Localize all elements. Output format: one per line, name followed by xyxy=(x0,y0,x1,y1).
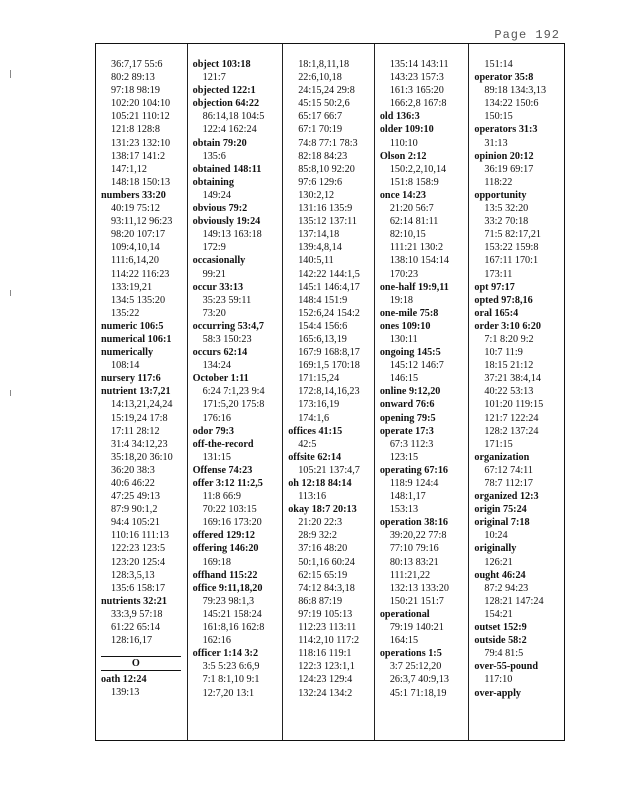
index-term: organized 12:3 xyxy=(474,491,539,503)
index-column-3 xyxy=(283,44,375,740)
index-reference: 67:3 112:3 xyxy=(389,438,434,450)
index-reference: 169:18 xyxy=(202,556,231,568)
index-term: object 103:18 xyxy=(192,59,251,70)
index-term: operate 17:3 xyxy=(379,425,434,437)
index-reference: 150:15 xyxy=(484,111,513,123)
index-term: original 7:18 xyxy=(474,517,530,529)
index-reference: 128:3,5,13 xyxy=(111,569,155,581)
index-reference: 147:1,12 xyxy=(111,163,147,175)
index-reference: 138:17 141:2 xyxy=(111,150,166,162)
index-term: ought 46:24 xyxy=(474,569,526,581)
index-reference: 113:16 xyxy=(298,491,327,503)
index-term: nutrient 13:7,21 xyxy=(101,386,171,398)
index-term: obtained 148:11 xyxy=(192,163,262,175)
index-reference: 169:16 173:20 xyxy=(202,517,262,529)
index-reference: 45:1 71:18,19 xyxy=(389,687,447,699)
index-term: numeric 106:5 xyxy=(101,320,164,332)
index-term: offering 146:20 xyxy=(192,543,259,555)
index-reference: 122:23 123:5 xyxy=(111,543,166,555)
index-term: offices 41:15 xyxy=(288,425,343,437)
index-reference: 61:22 65:14 xyxy=(111,622,160,634)
index-reference: 40:6 46:22 xyxy=(111,478,155,489)
index-reference: 11:8 66:9 xyxy=(202,491,242,503)
index-reference: 39:20,22 77:8 xyxy=(389,530,447,542)
index-reference: 80:2 89:13 xyxy=(111,72,155,84)
index-reference: 37:21 38:4,14 xyxy=(484,373,542,385)
index-term: order 3:10 6:20 xyxy=(474,320,541,332)
index-term: origin 75:24 xyxy=(474,504,527,516)
index-reference: 111:21 130:2 xyxy=(389,242,444,254)
index-reference: 13:5 32:20 xyxy=(484,203,529,215)
index-term: online 9:12,20 xyxy=(379,386,441,398)
index-term: numerically xyxy=(101,347,154,359)
index-term: occurs 62:14 xyxy=(192,347,248,359)
index-reference: 97:6 129:6 xyxy=(298,176,343,188)
index-reference: 73:20 xyxy=(202,307,226,319)
index-reference: 123:15 xyxy=(389,451,419,463)
index-reference: 79:19 140:21 xyxy=(389,622,444,634)
index-term: officer 1:14 3:2 xyxy=(192,648,259,660)
index-column-4 xyxy=(375,44,470,740)
index-reference: 105:21 110:12 xyxy=(111,111,170,123)
index-reference: 153:13 xyxy=(389,504,419,516)
index-reference: 118:9 124:4 xyxy=(389,478,439,489)
index-reference: 15:19,24 17:8 xyxy=(111,412,168,424)
index-reference: 102:20 104:10 xyxy=(111,98,171,110)
index-reference: 112:23 113:11 xyxy=(298,622,357,634)
index-reference: 164:15 xyxy=(389,635,419,647)
index-reference: 118:22 xyxy=(484,176,513,188)
index-reference: 28:9 32:2 xyxy=(298,530,337,542)
index-reference: 85:8,10 92:20 xyxy=(298,163,355,175)
index-term: offhand 115:22 xyxy=(192,569,258,581)
index-term: operation 38:16 xyxy=(379,517,449,529)
index-reference: 35:18,20 36:10 xyxy=(111,451,173,463)
index-reference: 152:6,24 154:2 xyxy=(298,307,360,319)
index-reference: 74:12 84:3,18 xyxy=(298,582,355,594)
index-reference: 135:22 xyxy=(111,307,140,319)
index-reference: 62:15 65:19 xyxy=(298,569,348,581)
index-term: offsite 62:14 xyxy=(288,451,342,463)
index-reference: 36:7,17 55:6 xyxy=(111,59,163,70)
index-term: old 136:3 xyxy=(379,111,420,123)
index-reference: 151:14 xyxy=(484,59,513,70)
index-reference: 133:19,21 xyxy=(111,281,153,293)
index-reference: 114:22 116:23 xyxy=(111,268,170,280)
index-reference: 3:7 25:12,20 xyxy=(389,661,442,673)
index-term: Olson 2:12 xyxy=(379,150,427,162)
index-reference: 167:11 170:1 xyxy=(484,255,539,267)
index-term: opening 79:5 xyxy=(379,412,436,424)
index-reference: 145:21 158:24 xyxy=(202,608,262,620)
index-term: obvious 79:2 xyxy=(192,203,248,215)
index-reference: 145:1 146:4,17 xyxy=(298,281,360,293)
index-term: operating 67:16 xyxy=(379,464,449,476)
index-reference: 110:10 xyxy=(389,137,418,149)
index-reference: 10:24 xyxy=(484,530,508,542)
index-reference: 21:20 56:7 xyxy=(389,203,434,215)
index-reference: 45:15 50:2,6 xyxy=(298,98,350,110)
index-reference: 14:13,21,24,24 xyxy=(111,399,173,411)
index-term: October 1:11 xyxy=(192,373,249,385)
index-reference: 135:6 xyxy=(202,150,226,162)
index-reference: 110:16 111:13 xyxy=(111,530,170,542)
index-column-5 xyxy=(469,44,564,740)
index-term: numerical 106:1 xyxy=(101,333,172,345)
index-reference: 22:6,10,18 xyxy=(298,72,342,84)
index-reference: 172:9 xyxy=(202,242,226,254)
index-reference: 161:3 165:20 xyxy=(389,85,444,97)
index-reference: 172:8,14,16,23 xyxy=(298,386,360,398)
index-reference: 117:10 xyxy=(484,674,513,686)
index-reference: 86:8 87:19 xyxy=(298,595,343,607)
index-reference: 89:18 134:3,13 xyxy=(484,85,547,97)
index-reference: 122:3 123:1,1 xyxy=(298,661,355,673)
index-reference: 154:4 156:6 xyxy=(298,320,348,332)
index-term: opinion 20:12 xyxy=(474,150,534,162)
index-term: operations 1:5 xyxy=(379,648,442,660)
index-reference: 171:15,24 xyxy=(298,373,340,385)
index-reference: 135:6 158:17 xyxy=(111,582,166,594)
index-reference: 121:8 128:8 xyxy=(111,124,160,136)
index-term: once 14:23 xyxy=(379,189,426,201)
index-term: ones 109:10 xyxy=(379,320,431,332)
page-number: Page 192 xyxy=(494,28,560,42)
index-term: nutrients 32:21 xyxy=(101,595,167,607)
index-reference: 86:14,18 104:5 xyxy=(202,111,265,123)
index-reference: 58:3 150:23 xyxy=(202,333,252,345)
index-term: office 9:11,18,20 xyxy=(192,582,263,594)
index-reference: 80:13 83:21 xyxy=(389,556,439,568)
index-reference: 128:16,17 xyxy=(111,635,153,647)
index-term: off-the-record xyxy=(192,438,254,450)
index-reference: 162:16 xyxy=(202,635,231,647)
index-reference: 170:23 xyxy=(389,268,419,280)
index-reference: 150:21 151:7 xyxy=(389,595,444,607)
index-reference: 111:21,22 xyxy=(389,569,431,581)
index-term: over-55-pound xyxy=(474,661,538,673)
index-reference: 33:2 70:18 xyxy=(484,216,529,228)
index-reference: 128:2 137:24 xyxy=(484,425,539,437)
index-reference: 3:5 5:23 6:6,9 xyxy=(202,661,260,673)
index-reference: 132:13 133:20 xyxy=(389,582,449,594)
index-reference: 97:18 98:19 xyxy=(111,85,160,97)
index-reference: 128:21 147:24 xyxy=(484,595,544,607)
section-letter-heading: O xyxy=(101,656,181,671)
index-reference: 19:18 xyxy=(389,294,414,306)
index-reference: 26:3,7 40:9,13 xyxy=(389,674,449,686)
index-term: opt 97:17 xyxy=(474,281,515,293)
index-term: onward 76:6 xyxy=(379,399,435,411)
index-reference: 149:24 xyxy=(202,189,231,201)
spacer xyxy=(101,647,187,653)
index-reference: 130:2,12 xyxy=(298,189,335,201)
margin-marks xyxy=(8,60,22,460)
index-reference: 21:20 22:3 xyxy=(298,517,343,529)
index-reference: 12:7,20 13:1 xyxy=(202,687,255,699)
index-term: originally xyxy=(474,543,517,555)
index-reference: 134:24 xyxy=(202,360,231,372)
index-term: one-half 19:9,11 xyxy=(379,281,449,293)
index-term: odor 79:3 xyxy=(192,425,235,437)
index-reference: 33:3,9 57:18 xyxy=(111,608,163,620)
index-term: Offense 74:23 xyxy=(192,464,253,476)
index-reference: 98:20 107:17 xyxy=(111,229,166,241)
index-reference: 101:20 119:15 xyxy=(484,399,544,411)
index-reference: 174:1,6 xyxy=(298,412,330,424)
index-reference: 99:21 xyxy=(202,268,226,280)
index-reference: 148:1,17 xyxy=(389,491,426,503)
index-reference: 131:16 135:9 xyxy=(298,203,353,215)
index-reference: 132:24 134:2 xyxy=(298,687,353,699)
index-reference: 79:23 98:1,3 xyxy=(202,595,255,607)
index-reference: 169:1,5 170:18 xyxy=(298,360,360,372)
index-reference: 176:16 xyxy=(202,412,231,424)
index-reference: 79:4 81:5 xyxy=(484,648,524,660)
index-term: objection 64:22 xyxy=(192,98,260,110)
index-reference: 124:23 129:4 xyxy=(298,674,353,686)
index-reference: 161:8,16 162:8 xyxy=(202,622,265,634)
index-reference: 154:21 xyxy=(484,608,513,620)
index-term: older 109:10 xyxy=(379,124,434,136)
index-term: offer 3:12 11:2,5 xyxy=(192,478,263,489)
index-term: objected 122:1 xyxy=(192,85,256,97)
index-reference: 134:5 135:20 xyxy=(111,294,166,306)
index-term: opportunity xyxy=(474,189,527,201)
index-term: occurring 53:4,7 xyxy=(192,320,264,332)
index-reference: 36:20 38:3 xyxy=(111,464,155,476)
index-reference: 126:21 xyxy=(484,556,513,568)
index-reference: 139:4,8,14 xyxy=(298,242,342,254)
index-reference: 131:15 xyxy=(202,451,231,463)
index-term: offered 129:12 xyxy=(192,530,255,542)
index-reference: 67:1 70:19 xyxy=(298,124,343,136)
index-term: occasionally xyxy=(192,255,246,267)
index-reference: 145:12 146:7 xyxy=(389,360,444,372)
index-term: operational xyxy=(379,608,430,620)
index-reference: 139:13 xyxy=(111,687,140,699)
index-reference: 87:2 94:23 xyxy=(484,582,529,594)
index-reference: 149:13 163:18 xyxy=(202,229,262,241)
index-reference: 31:4 34:12,23 xyxy=(111,438,168,450)
index-term: numbers 33:20 xyxy=(101,189,166,201)
index-reference: 173:11 xyxy=(484,268,513,280)
index-reference: 40:19 75:12 xyxy=(111,203,160,215)
index-reference: 94:4 105:21 xyxy=(111,517,160,529)
index-reference: 7:1 8:1,10 9:1 xyxy=(202,674,260,686)
index-reference: 6:24 7:1,23 9:4 xyxy=(202,386,265,398)
index-reference: 150:2,2,10,14 xyxy=(389,163,447,175)
index-term: opted 97:8,16 xyxy=(474,294,533,306)
index-reference: 17:11 28:12 xyxy=(111,425,160,437)
index-term: obtaining xyxy=(192,176,234,188)
index-reference: 71:5 82:17,21 xyxy=(484,229,542,241)
index-reference: 78:7 112:17 xyxy=(484,478,533,489)
index-reference: 165:6,13,19 xyxy=(298,333,347,345)
index-reference: 167:9 168:8,17 xyxy=(298,347,360,359)
index-reference: 50:1,16 60:24 xyxy=(298,556,355,568)
index-reference: 142:22 144:1,5 xyxy=(298,268,360,280)
index-reference: 151:8 158:9 xyxy=(389,176,439,188)
index-reference: 93:11,12 96:23 xyxy=(111,216,173,228)
index-term: over-apply xyxy=(474,687,522,699)
index-reference: 87:9 90:1,2 xyxy=(111,504,158,516)
index-term: ongoing 145:5 xyxy=(379,347,441,359)
index-term: outset 152:9 xyxy=(474,622,527,634)
index-column-1 xyxy=(96,44,188,740)
index-reference: 121:7 xyxy=(202,72,226,84)
index-reference: 97:19 105:13 xyxy=(298,608,353,620)
index-term: okay 18:7 20:13 xyxy=(288,504,357,516)
index-reference: 153:22 159:8 xyxy=(484,242,539,254)
index-term: obviously 19:24 xyxy=(192,216,261,228)
index-reference: 7:1 8:20 9:2 xyxy=(484,333,534,345)
index-reference: 62:14 81:11 xyxy=(389,216,439,228)
index-reference: 40:22 53:13 xyxy=(484,386,534,398)
index-reference: 82:10,15 xyxy=(389,229,426,241)
index-reference: 70:22 103:15 xyxy=(202,504,257,516)
index-reference: 138:10 154:14 xyxy=(389,255,449,267)
index-term: obtain 79:20 xyxy=(192,137,247,149)
index-reference: 171:5,20 175:8 xyxy=(202,399,265,411)
index-term: organization xyxy=(474,451,530,463)
index-reference: 135:14 143:11 xyxy=(389,59,449,70)
index-term: one-mile 75:8 xyxy=(379,307,439,319)
index-reference: 146:15 xyxy=(389,373,419,385)
index-term: occur 33:13 xyxy=(192,281,244,293)
index-column-2 xyxy=(188,44,284,740)
index-reference: 82:18 84:23 xyxy=(298,150,348,162)
index-reference: 140:5,11 xyxy=(298,255,334,267)
index-reference: 108:14 xyxy=(111,360,140,372)
index-reference: 114:2,10 117:2 xyxy=(298,635,360,647)
index-reference: 134:22 150:6 xyxy=(484,98,539,110)
index-reference: 137:14,18 xyxy=(298,229,340,241)
index-term: nursery 117:6 xyxy=(101,373,161,385)
index-reference: 122:4 162:24 xyxy=(202,124,257,136)
index-reference: 111:6,14,20 xyxy=(111,255,159,267)
index-reference: 24:15,24 29:8 xyxy=(298,85,355,97)
index-reference: 171:15 xyxy=(484,438,513,450)
index-reference: 135:12 137:11 xyxy=(298,216,357,228)
index-reference: 47:25 49:13 xyxy=(111,491,160,503)
index-reference: 18:15 21:12 xyxy=(484,360,534,372)
index-reference: 35:23 59:11 xyxy=(202,294,252,306)
index-reference: 77:10 79:16 xyxy=(389,543,439,555)
index-reference: 36:19 69:17 xyxy=(484,163,534,175)
index-term: operator 35:8 xyxy=(474,72,534,84)
index-table xyxy=(95,43,565,741)
index-reference: 109:4,10,14 xyxy=(111,242,160,254)
index-reference: 10:7 11:9 xyxy=(484,347,523,359)
index-reference: 173:16,19 xyxy=(298,399,340,411)
index-term: outside 58:2 xyxy=(474,635,527,647)
index-reference: 67:12 74:11 xyxy=(484,464,533,476)
index-reference: 105:21 137:4,7 xyxy=(298,464,360,476)
index-reference: 131:23 132:10 xyxy=(111,137,171,149)
index-reference: 74:8 77:1 78:3 xyxy=(298,137,358,149)
index-term: oh 12:18 84:14 xyxy=(288,478,352,489)
index-reference: 18:1,8,11,18 xyxy=(298,59,350,70)
index-term: operators 31:3 xyxy=(474,124,538,136)
index-reference: 37:16 48:20 xyxy=(298,543,348,555)
index-reference: 118:16 119:1 xyxy=(298,648,352,660)
index-reference: 143:23 157:3 xyxy=(389,72,444,84)
index-reference: 148:4 151:9 xyxy=(298,294,348,306)
index-reference: 65:17 66:7 xyxy=(298,111,343,123)
index-reference: 121:7 122:24 xyxy=(484,412,539,424)
index-reference: 31:13 xyxy=(484,137,508,149)
index-reference: 42:5 xyxy=(298,438,317,450)
index-reference: 166:2,8 167:8 xyxy=(389,98,447,110)
index-reference: 130:11 xyxy=(389,333,418,345)
index-term: oral 165:4 xyxy=(474,307,519,319)
index-term: oath 12:24 xyxy=(101,674,147,686)
index-reference: 123:20 125:4 xyxy=(111,556,166,568)
index-reference: 148:18 150:13 xyxy=(111,176,171,188)
